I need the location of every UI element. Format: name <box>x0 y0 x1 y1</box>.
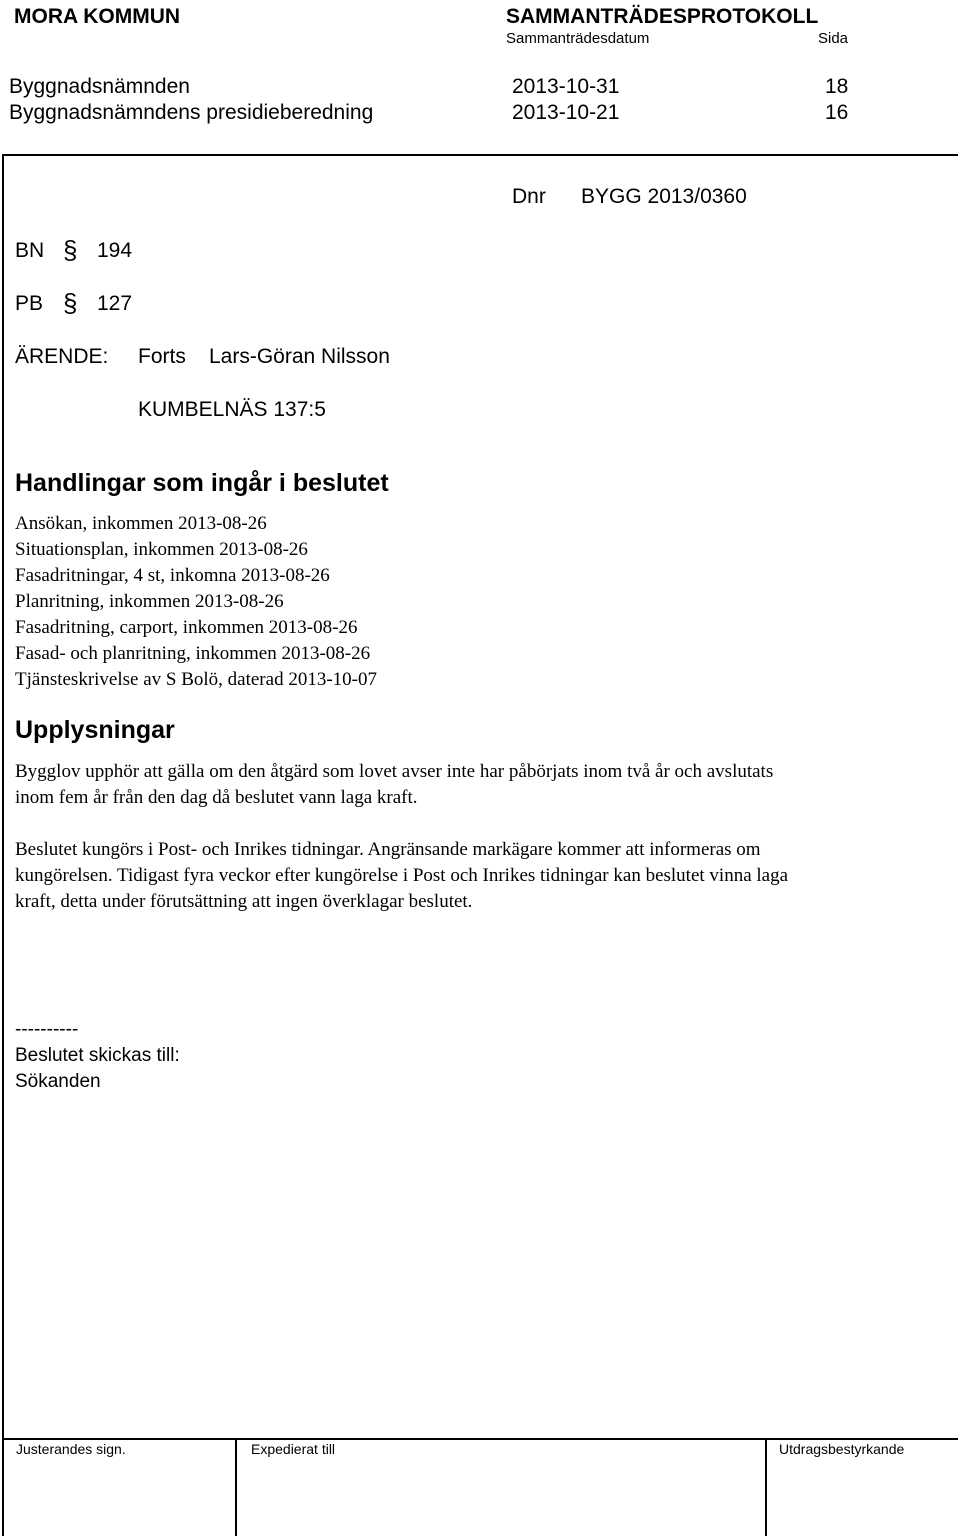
separator-dashes: ---------- <box>15 1019 79 1040</box>
meeting-date-1: 2013-10-31 <box>512 75 620 98</box>
dnr-label: Dnr <box>512 185 546 208</box>
handlingar-heading: Handlingar som ingår i beslutet <box>15 469 389 497</box>
paragraph-line: Beslutet kungörs i Post- och Inrikes tidningar. Angränsande markägare kommer att informeras om <box>15 839 761 860</box>
list-item: Situationsplan, inkommen 2013-08-26 <box>15 539 308 560</box>
list-item: Fasad- och planritning, inkommen 2013-08-26 <box>15 643 371 664</box>
list-item: Planritning, inkommen 2013-08-26 <box>15 591 284 612</box>
distribution-recipient: Sökanden <box>15 1071 101 1092</box>
organization-name: MORA KOMMUN <box>14 5 181 28</box>
document-type: SAMMANTRÄDESPROTOKOLL <box>506 5 819 28</box>
paragraph-line: Bygglov upphör att gälla om den åtgärd som lovet avser inte har påbörjats inom två år och avslutats <box>15 761 774 782</box>
footer-justerande-label: Justerandes sign. <box>16 1441 126 1457</box>
meeting-name-2: Byggnadsnämndens presidieberedning <box>9 101 374 124</box>
meeting-date-2: 2013-10-21 <box>512 101 620 124</box>
page-label: Sida <box>818 30 849 47</box>
list-item: Ansökan, inkommen 2013-08-26 <box>15 513 267 534</box>
meeting-page-2: 16 <box>825 101 849 124</box>
footer-utdrag-label: Utdragsbestyrkande <box>779 1441 905 1457</box>
list-item: Fasadritningar, 4 st, inkomna 2013-08-26 <box>15 565 330 586</box>
paragraph-body-pb: PB <box>15 292 44 315</box>
footer-column-divider <box>235 1438 237 1536</box>
frame-left-line <box>2 154 4 1536</box>
paragraph-symbol: § <box>63 235 78 265</box>
paragraph-number-bn: 194 <box>97 239 133 262</box>
footer-expedierat-label: Expedierat till <box>251 1441 336 1457</box>
dnr-value: BYGG 2013/0360 <box>581 185 747 208</box>
footer-divider <box>2 1438 958 1440</box>
list-item: Fasadritning, carport, inkommen 2013-08-26 <box>15 617 358 638</box>
meeting-page-1: 18 <box>825 75 849 98</box>
arende-name: Lars-Göran Nilsson <box>209 345 390 368</box>
arende-label: ÄRENDE: <box>15 345 109 368</box>
footer-column-divider <box>765 1438 767 1536</box>
list-item: Tjänsteskrivelse av S Bolö, daterad 2013-10-07 <box>15 669 377 690</box>
paragraph-number-pb: 127 <box>97 292 133 315</box>
paragraph-line: inom fem år från den dag då beslutet vann laga kraft. <box>15 787 418 808</box>
upplysningar-paragraph-2 <box>15 837 935 915</box>
upplysningar-heading: Upplysningar <box>15 716 175 744</box>
frame-top-line <box>2 154 958 156</box>
meeting-date-label: Sammanträdesdatum <box>506 30 650 47</box>
arende-prefix: Forts <box>138 345 186 368</box>
property-designation: KUMBELNÄS 137:5 <box>138 398 326 421</box>
paragraph-line: kraft, detta under förutsättning att ingen överklagar beslutet. <box>15 891 473 912</box>
paragraph-symbol: § <box>63 288 78 318</box>
distribution-label: Beslutet skickas till: <box>15 1045 180 1066</box>
upplysningar-paragraph-1 <box>15 759 935 811</box>
paragraph-line: kungörelsen. Tidigast fyra veckor efter kungörelse i Post och Inrikes tidningar kan beslutet vinna laga <box>15 865 789 886</box>
paragraph-body-bn: BN <box>15 239 45 262</box>
meeting-name-1: Byggnadsnämnden <box>9 75 190 98</box>
